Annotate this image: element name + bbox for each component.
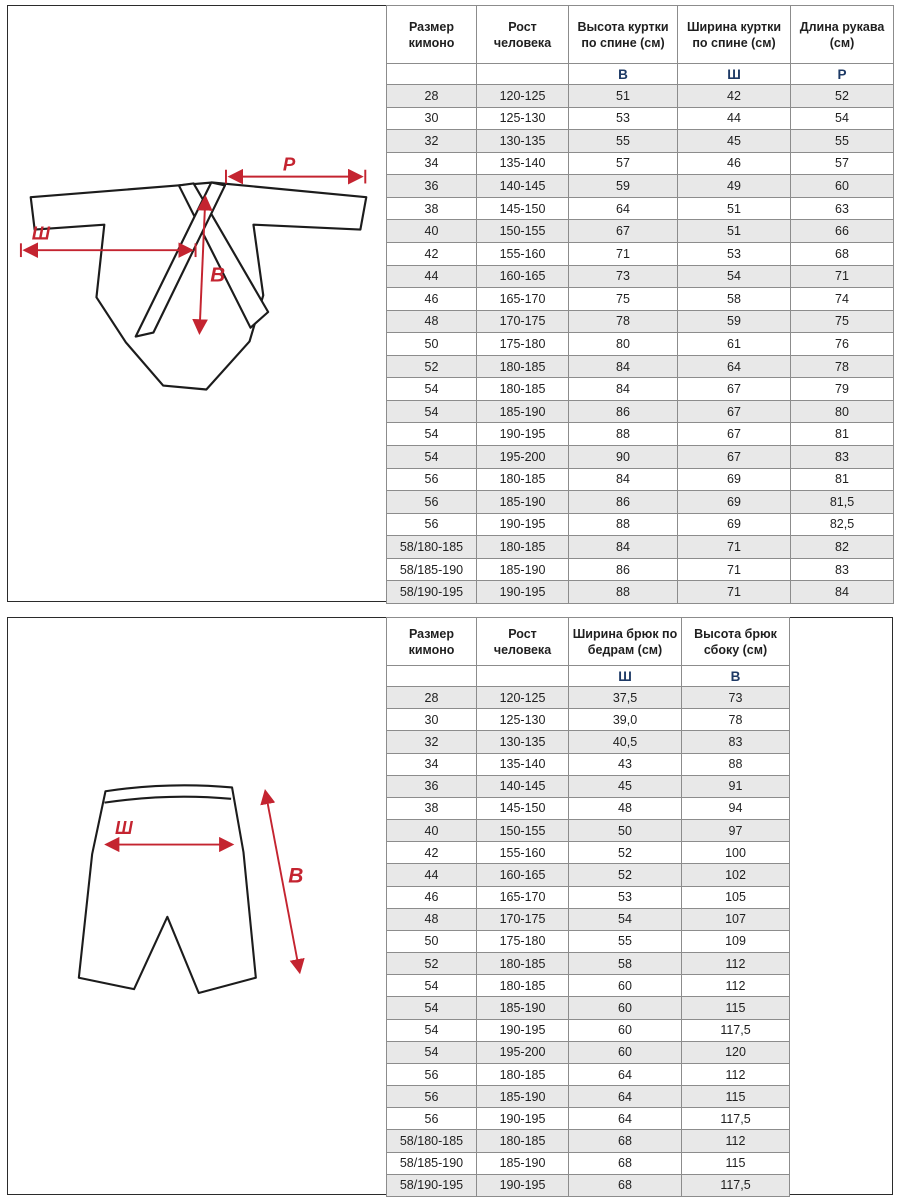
table-cell: 48 (569, 797, 682, 819)
jacket-panel (7, 5, 893, 602)
table-cell: 69 (678, 491, 791, 514)
table-cell: 48 (387, 310, 477, 333)
table-cell: 185-190 (477, 997, 569, 1019)
table-cell: 40 (387, 220, 477, 243)
table-cell: 75 (569, 288, 678, 311)
table-cell: 140-145 (477, 175, 569, 198)
table-cell: 52 (387, 953, 477, 975)
table-row (387, 687, 790, 709)
table-cell: 76 (791, 333, 894, 356)
table-cell: 83 (791, 446, 894, 469)
table-cell: 54 (678, 265, 791, 288)
table-row (387, 513, 894, 536)
table-row (387, 775, 790, 797)
jacket-table-header-row (387, 6, 894, 64)
table-cell: 180-185 (477, 1063, 569, 1085)
table-cell: 34 (387, 753, 477, 775)
table-cell: 61 (678, 333, 791, 356)
table-cell: 109 (682, 930, 790, 952)
table-cell: 190-195 (477, 513, 569, 536)
letter-cell-Sh: Ш (678, 64, 791, 85)
table-cell: 88 (569, 423, 678, 446)
table-cell: 180-185 (477, 468, 569, 491)
table-cell: 185-190 (477, 558, 569, 581)
table-cell: 195-200 (477, 446, 569, 469)
letter-cell-empty (387, 64, 477, 85)
table-cell: 54 (569, 908, 682, 930)
pants-height-label: В (288, 864, 304, 888)
table-row (387, 953, 790, 975)
table-cell: 71 (569, 242, 678, 265)
letter-cell-empty (477, 64, 569, 85)
table-cell: 55 (791, 130, 894, 153)
table-cell: 32 (387, 130, 477, 153)
table-cell: 51 (678, 197, 791, 220)
table-cell: 55 (569, 130, 678, 153)
letter-cell-B: В (682, 666, 790, 687)
table-cell: 53 (678, 242, 791, 265)
table-cell: 56 (387, 1086, 477, 1108)
table-cell: 46 (387, 886, 477, 908)
jacket-height-label: В (210, 263, 226, 287)
table-cell: 78 (682, 709, 790, 731)
table-cell: 45 (678, 130, 791, 153)
table-cell: 58/180-185 (387, 536, 477, 559)
table-row (387, 709, 790, 731)
table-cell: 145-150 (477, 197, 569, 220)
table-cell: 60 (791, 175, 894, 198)
table-cell: 68 (791, 242, 894, 265)
table-cell: 32 (387, 731, 477, 753)
table-row (387, 753, 790, 775)
table-cell: 67 (678, 423, 791, 446)
table-cell: 64 (678, 355, 791, 378)
table-cell: 140-145 (477, 775, 569, 797)
table-row (387, 152, 894, 175)
table-cell: 50 (569, 820, 682, 842)
table-cell: 86 (569, 491, 678, 514)
table-cell: 68 (569, 1174, 682, 1196)
table-row (387, 842, 790, 864)
table-cell: 84 (569, 355, 678, 378)
table-cell: 180-185 (477, 975, 569, 997)
table-cell: 115 (682, 1086, 790, 1108)
table-cell: 175-180 (477, 930, 569, 952)
pants-table-header-row (387, 618, 790, 666)
table-cell: 60 (569, 975, 682, 997)
table-cell: 54 (387, 1019, 477, 1041)
table-cell: 36 (387, 175, 477, 198)
table-cell: 58 (569, 953, 682, 975)
table-cell: 102 (682, 864, 790, 886)
jacket-width-label: Ш (31, 222, 50, 244)
table-row (387, 446, 894, 469)
table-cell: 48 (387, 908, 477, 930)
table-cell: 57 (569, 152, 678, 175)
table-cell: 185-190 (477, 1086, 569, 1108)
table-cell: 160-165 (477, 864, 569, 886)
table-row (387, 1019, 790, 1041)
table-row (387, 581, 894, 604)
table-cell: 30 (387, 709, 477, 731)
table-cell: 78 (569, 310, 678, 333)
table-cell: 83 (791, 558, 894, 581)
table-cell: 56 (387, 1063, 477, 1085)
pants-col-header-side-height: Высота брюк сбоку (см) (682, 618, 790, 666)
table-cell: 190-195 (477, 423, 569, 446)
jacket-col-header-back-height: Высота куртки по спине (см) (569, 6, 678, 64)
letter-cell-Sh: Ш (569, 666, 682, 687)
table-cell: 82 (791, 536, 894, 559)
table-row (387, 820, 790, 842)
table-cell: 120 (682, 1041, 790, 1063)
table-cell: 28 (387, 85, 477, 108)
table-row (387, 1086, 790, 1108)
table-cell: 80 (569, 333, 678, 356)
table-cell: 68 (569, 1130, 682, 1152)
table-cell: 165-170 (477, 886, 569, 908)
table-cell: 125-130 (477, 107, 569, 130)
table-cell: 56 (387, 1108, 477, 1130)
table-cell: 190-195 (477, 1019, 569, 1041)
table-cell: 54 (387, 423, 477, 446)
table-cell: 88 (682, 753, 790, 775)
table-cell: 60 (569, 1041, 682, 1063)
table-row (387, 175, 894, 198)
table-cell: 68 (569, 1152, 682, 1174)
table-cell: 117,5 (682, 1174, 790, 1196)
table-cell: 54 (387, 1041, 477, 1063)
pants-panel (7, 617, 893, 1195)
table-cell: 185-190 (477, 1152, 569, 1174)
table-cell: 160-165 (477, 265, 569, 288)
table-cell: 54 (791, 107, 894, 130)
table-cell: 34 (387, 152, 477, 175)
table-cell: 84 (569, 468, 678, 491)
jacket-table-letter-row (387, 64, 894, 85)
table-cell: 170-175 (477, 310, 569, 333)
table-cell: 69 (678, 513, 791, 536)
pants-table-letter-row (387, 666, 790, 687)
table-cell: 37,5 (569, 687, 682, 709)
table-cell: 54 (387, 446, 477, 469)
table-cell: 52 (387, 355, 477, 378)
table-cell: 112 (682, 1130, 790, 1152)
table-cell: 58/190-195 (387, 581, 477, 604)
table-cell: 51 (569, 85, 678, 108)
pants-col-header-size: Размер кимоно (387, 618, 477, 666)
table-cell: 86 (569, 558, 678, 581)
table-cell: 58/180-185 (387, 1130, 477, 1152)
table-cell: 38 (387, 797, 477, 819)
letter-cell-empty (477, 666, 569, 687)
table-row (387, 85, 894, 108)
table-cell: 185-190 (477, 491, 569, 514)
pants-diagram-svg (56, 776, 351, 1028)
jacket-diagram (16, 156, 381, 396)
table-cell: 52 (569, 842, 682, 864)
table-row (387, 310, 894, 333)
table-cell: 74 (791, 288, 894, 311)
table-cell: 54 (387, 378, 477, 401)
table-cell: 51 (678, 220, 791, 243)
table-row (387, 220, 894, 243)
table-cell: 112 (682, 1063, 790, 1085)
table-cell: 135-140 (477, 753, 569, 775)
table-cell: 67 (678, 400, 791, 423)
table-row (387, 355, 894, 378)
table-cell: 54 (387, 997, 477, 1019)
table-cell: 185-190 (477, 400, 569, 423)
table-row (387, 1108, 790, 1130)
table-row (387, 197, 894, 220)
table-cell: 58/185-190 (387, 558, 477, 581)
table-cell: 155-160 (477, 842, 569, 864)
table-row (387, 797, 790, 819)
table-cell: 49 (678, 175, 791, 198)
table-cell: 64 (569, 197, 678, 220)
table-cell: 73 (682, 687, 790, 709)
table-cell: 67 (569, 220, 678, 243)
table-row (387, 1130, 790, 1152)
table-cell: 190-195 (477, 1108, 569, 1130)
table-row (387, 1152, 790, 1174)
table-row (387, 400, 894, 423)
table-cell: 50 (387, 333, 477, 356)
table-cell: 135-140 (477, 152, 569, 175)
table-cell: 46 (387, 288, 477, 311)
table-cell: 71 (678, 581, 791, 604)
jacket-table-body (387, 85, 894, 604)
table-cell: 30 (387, 107, 477, 130)
table-cell: 44 (678, 107, 791, 130)
table-cell: 44 (387, 265, 477, 288)
letter-cell-B: В (569, 64, 678, 85)
table-cell: 50 (387, 930, 477, 952)
table-cell: 150-155 (477, 820, 569, 842)
table-cell: 175-180 (477, 333, 569, 356)
table-cell: 57 (791, 152, 894, 175)
table-cell: 190-195 (477, 1174, 569, 1196)
table-cell: 180-185 (477, 355, 569, 378)
table-cell: 42 (678, 85, 791, 108)
table-cell: 42 (387, 242, 477, 265)
table-cell: 112 (682, 953, 790, 975)
table-cell: 71 (678, 558, 791, 581)
table-row (387, 886, 790, 908)
table-cell: 81,5 (791, 491, 894, 514)
table-cell: 39,0 (569, 709, 682, 731)
table-cell: 54 (387, 975, 477, 997)
pants-size-table (386, 617, 790, 1197)
table-cell: 81 (791, 423, 894, 446)
table-row (387, 288, 894, 311)
table-cell: 180-185 (477, 536, 569, 559)
table-cell: 40 (387, 820, 477, 842)
table-cell: 36 (387, 775, 477, 797)
table-cell: 84 (791, 581, 894, 604)
table-cell: 56 (387, 468, 477, 491)
table-cell: 78 (791, 355, 894, 378)
table-cell: 97 (682, 820, 790, 842)
table-cell: 55 (569, 930, 682, 952)
table-cell: 56 (387, 513, 477, 536)
table-row (387, 1174, 790, 1196)
table-row (387, 908, 790, 930)
table-row (387, 265, 894, 288)
jacket-col-header-size: Размер кимоно (387, 6, 477, 64)
table-cell: 64 (569, 1063, 682, 1085)
table-row (387, 333, 894, 356)
table-row (387, 997, 790, 1019)
table-cell: 83 (682, 731, 790, 753)
table-cell: 94 (682, 797, 790, 819)
table-cell: 120-125 (477, 687, 569, 709)
table-cell: 40,5 (569, 731, 682, 753)
table-cell: 54 (387, 400, 477, 423)
table-cell: 130-135 (477, 731, 569, 753)
table-cell: 58/190-195 (387, 1174, 477, 1196)
table-cell: 60 (569, 997, 682, 1019)
table-cell: 38 (387, 197, 477, 220)
jacket-col-header-back-width: Ширина куртки по спине (см) (678, 6, 791, 64)
table-cell: 73 (569, 265, 678, 288)
table-cell: 79 (791, 378, 894, 401)
table-cell: 58 (678, 288, 791, 311)
table-cell: 53 (569, 886, 682, 908)
table-cell: 46 (678, 152, 791, 175)
table-cell: 115 (682, 997, 790, 1019)
pants-diagram (56, 776, 351, 1028)
table-cell: 88 (569, 581, 678, 604)
table-cell: 75 (791, 310, 894, 333)
table-cell: 67 (678, 446, 791, 469)
table-row (387, 930, 790, 952)
table-cell: 125-130 (477, 709, 569, 731)
table-cell: 56 (387, 491, 477, 514)
pants-outline (79, 785, 256, 993)
table-cell: 71 (791, 265, 894, 288)
table-cell: 42 (387, 842, 477, 864)
table-cell: 86 (569, 400, 678, 423)
table-cell: 60 (569, 1019, 682, 1041)
table-cell: 180-185 (477, 1130, 569, 1152)
table-row (387, 536, 894, 559)
table-cell: 64 (569, 1108, 682, 1130)
table-cell: 67 (678, 378, 791, 401)
table-cell: 81 (791, 468, 894, 491)
table-cell: 44 (387, 864, 477, 886)
table-cell: 195-200 (477, 1041, 569, 1063)
table-cell: 63 (791, 197, 894, 220)
jacket-col-header-sleeve: Длина рукава (см) (791, 6, 894, 64)
table-cell: 45 (569, 775, 682, 797)
table-cell: 91 (682, 775, 790, 797)
table-cell: 84 (569, 536, 678, 559)
table-row (387, 491, 894, 514)
table-cell: 52 (791, 85, 894, 108)
table-cell: 105 (682, 886, 790, 908)
table-cell: 64 (569, 1086, 682, 1108)
table-row (387, 731, 790, 753)
table-cell: 155-160 (477, 242, 569, 265)
table-cell: 90 (569, 446, 678, 469)
table-cell: 53 (569, 107, 678, 130)
sleeve-length-label: Р (282, 156, 296, 175)
table-cell: 88 (569, 513, 678, 536)
letter-cell-empty (387, 666, 477, 687)
table-cell: 112 (682, 975, 790, 997)
table-row (387, 468, 894, 491)
table-row (387, 242, 894, 265)
letter-cell-P: Р (791, 64, 894, 85)
table-cell: 69 (678, 468, 791, 491)
table-cell: 107 (682, 908, 790, 930)
table-cell: 66 (791, 220, 894, 243)
pants-col-header-hip-width: Ширина брюк по бедрам (см) (569, 618, 682, 666)
pants-table-body (387, 687, 790, 1197)
table-row (387, 558, 894, 581)
jacket-size-table (386, 5, 894, 604)
jacket-diagram-svg (16, 156, 381, 396)
table-cell: 28 (387, 687, 477, 709)
table-cell: 43 (569, 753, 682, 775)
table-row (387, 423, 894, 446)
pants-width-label: Ш (115, 818, 133, 839)
jacket-col-header-height: Рост человека (477, 6, 569, 64)
table-row (387, 130, 894, 153)
table-cell: 150-155 (477, 220, 569, 243)
pants-col-header-height: Рост человека (477, 618, 569, 666)
table-cell: 180-185 (477, 378, 569, 401)
table-cell: 80 (791, 400, 894, 423)
table-cell: 71 (678, 536, 791, 559)
table-cell: 130-135 (477, 130, 569, 153)
table-cell: 190-195 (477, 581, 569, 604)
table-cell: 115 (682, 1152, 790, 1174)
table-cell: 117,5 (682, 1108, 790, 1130)
table-cell: 82,5 (791, 513, 894, 536)
table-cell: 180-185 (477, 953, 569, 975)
table-cell: 145-150 (477, 797, 569, 819)
table-cell: 84 (569, 378, 678, 401)
table-row (387, 107, 894, 130)
table-cell: 170-175 (477, 908, 569, 930)
table-cell: 58/185-190 (387, 1152, 477, 1174)
table-cell: 59 (569, 175, 678, 198)
table-cell: 52 (569, 864, 682, 886)
table-row (387, 975, 790, 997)
table-row (387, 1041, 790, 1063)
table-cell: 165-170 (477, 288, 569, 311)
table-row (387, 1063, 790, 1085)
table-row (387, 864, 790, 886)
table-cell: 100 (682, 842, 790, 864)
table-cell: 59 (678, 310, 791, 333)
table-row (387, 378, 894, 401)
table-cell: 117,5 (682, 1019, 790, 1041)
table-cell: 120-125 (477, 85, 569, 108)
